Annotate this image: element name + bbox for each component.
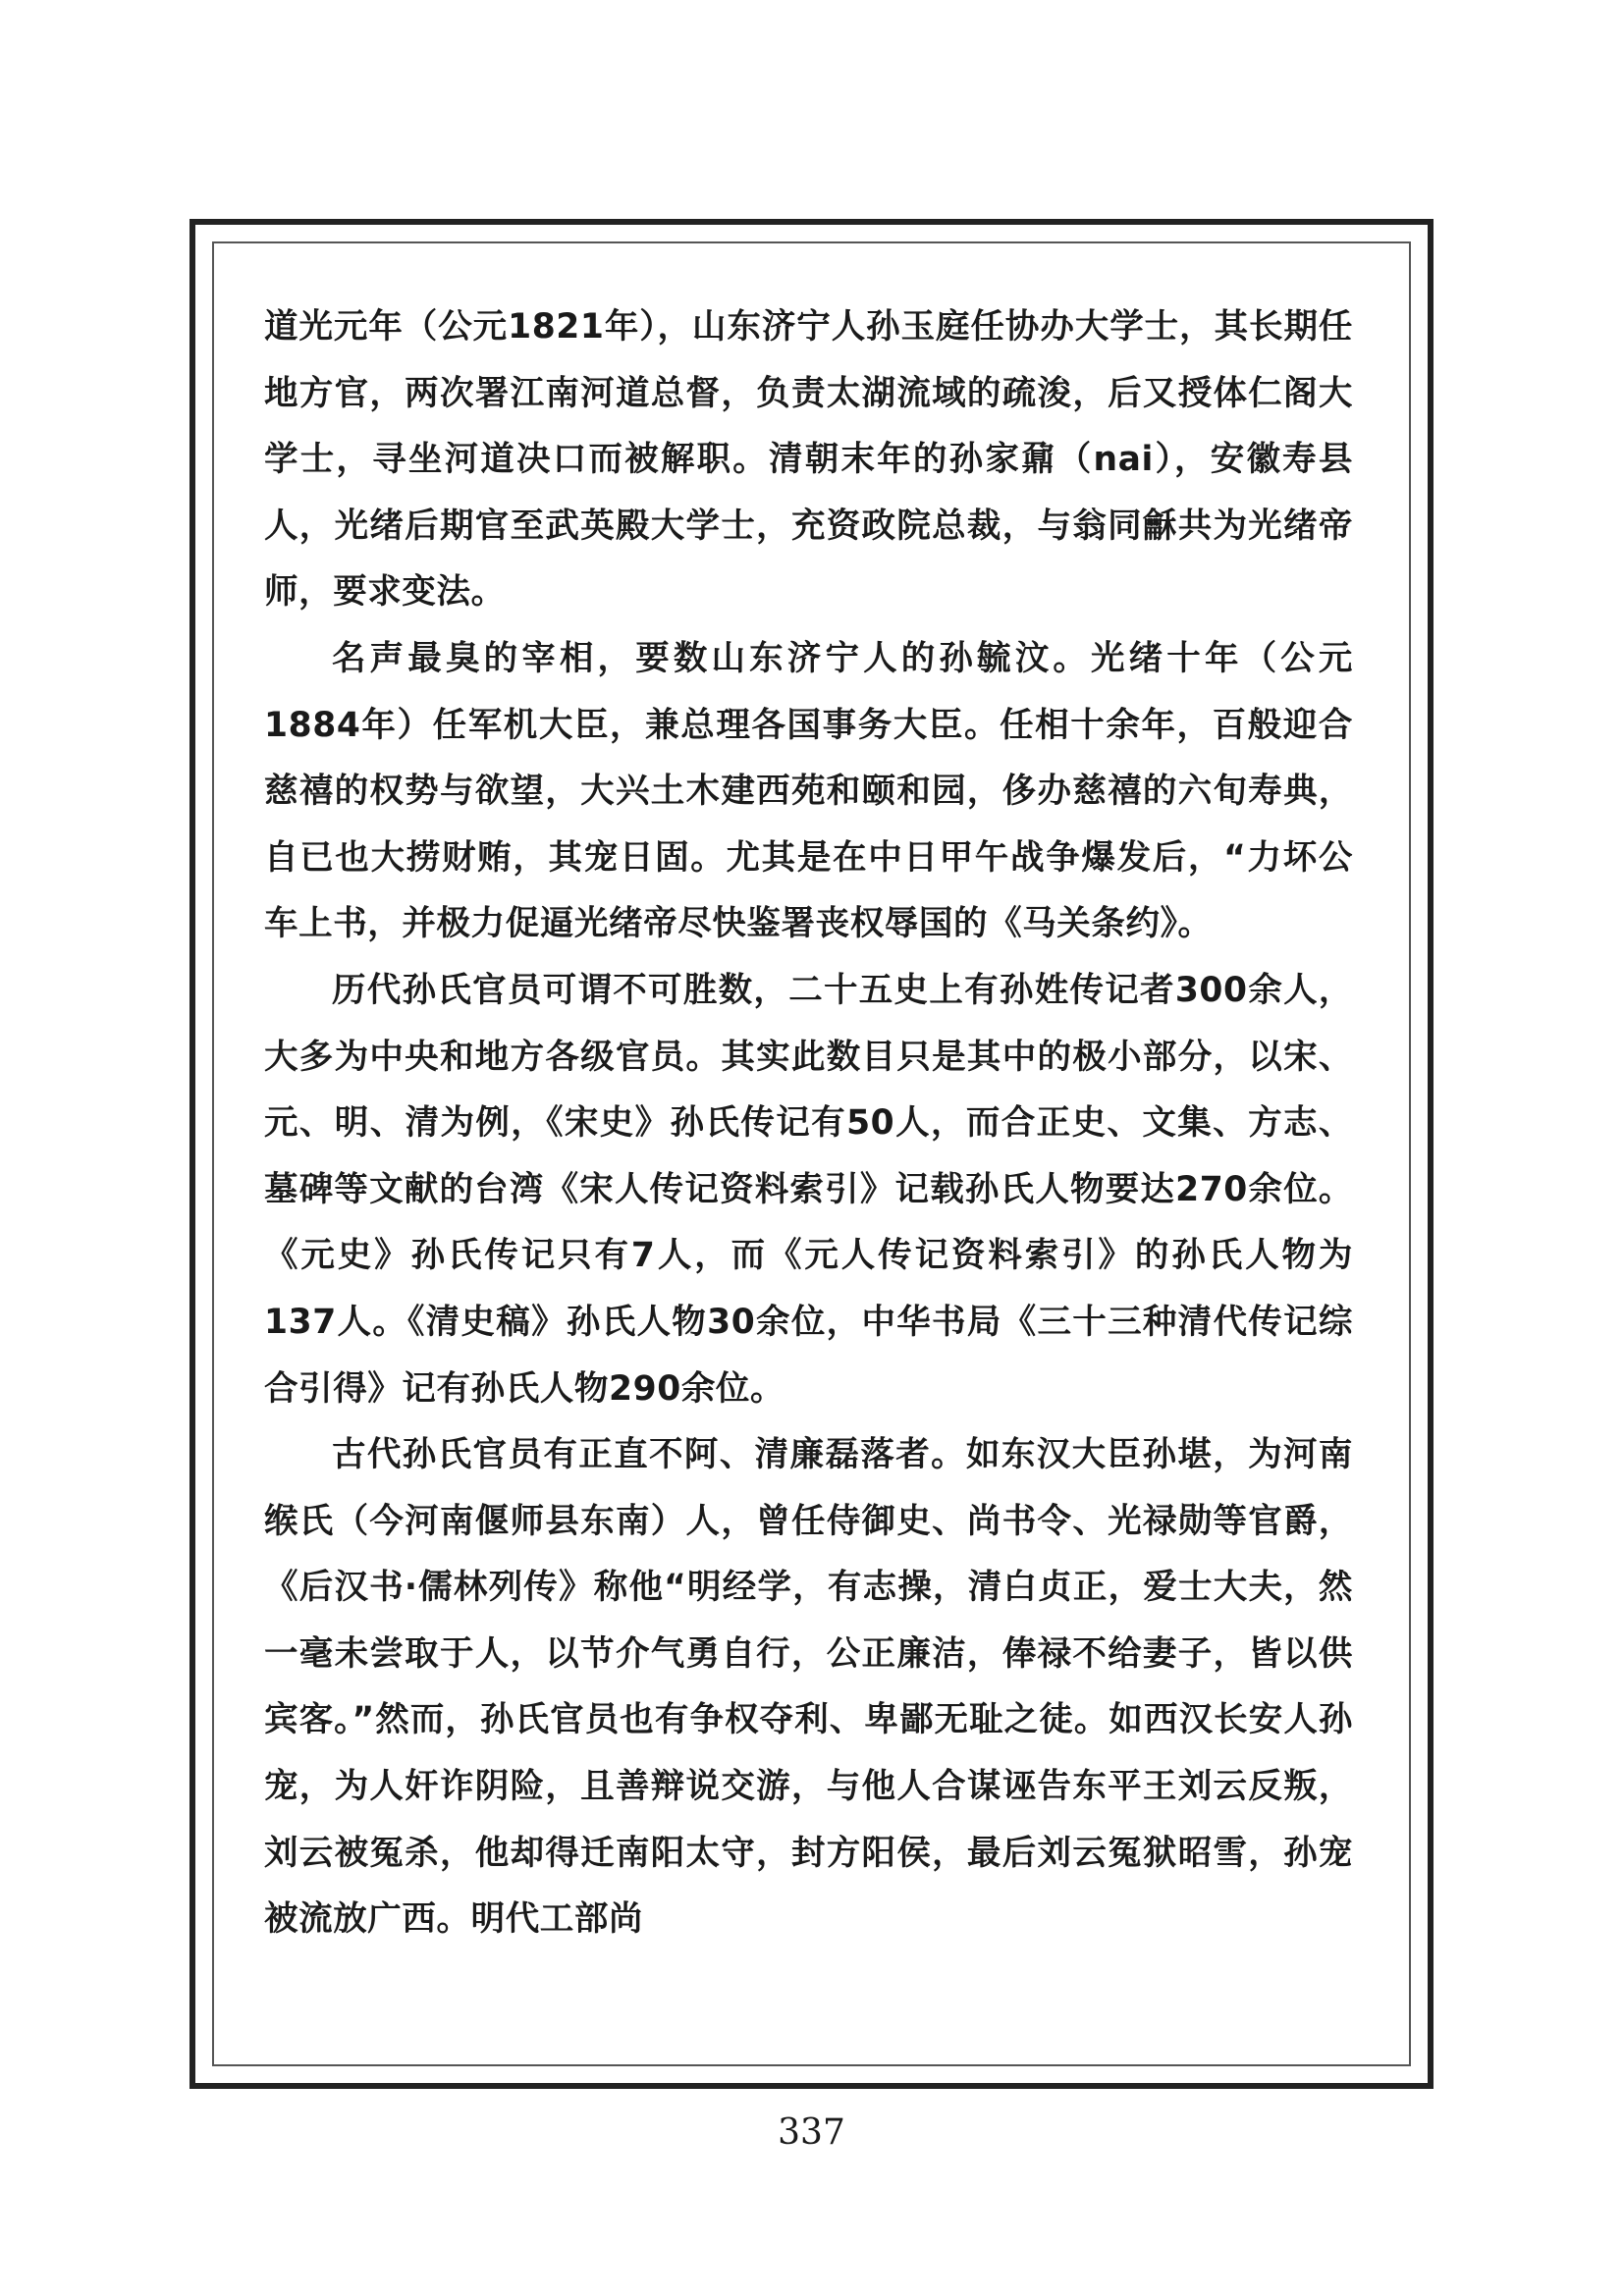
paragraph-3: 历代孙氏官员可谓不可胜数，二十五史上有孙姓传记者300余人，大多为中央和地方各级官员。其实此数目只是其中的极小部分，以宋、元、明、清为例，《宋史》孙氏传记有50人，而合正史、文集、方志、墓碑等文献的台湾《宋人传记资料索引》记载孙氏人物要达270余位。《元史》孙氏传记只有7人，而《元人传记资料索引》的孙氏人物为137人。《清史稿》孙氏人物30余位，中华书局《三十三种清代传记综合引得》记有孙氏人物290余位。 xyxy=(264,970,1353,1409)
page-number: 337 xyxy=(778,2112,845,2153)
paragraph-1: 道光元年（公元1821年），山东济宁人孙玉庭任协办大学士，其长期任地方官，两次署江南河道总督，负责太湖流域的疏浚，后又授体仁阁大学士，寻坐河道决口而被解职。清朝末年的孙家鼐（nai），安徽寿县人，光绪后期官至武英殿大学士，充资政院总裁，与翁同龢共为光绪帝师，要求变法。 xyxy=(264,307,1353,613)
body-text xyxy=(264,294,1353,1953)
paragraph-2: 名声最臭的宰相，要数山东济宁人的孙毓汶。光绪十年（公元1884年）任军机大臣，兼总理各国事务大臣。任相十余年，百般迎合慈禧的权势与欲望，大兴土木建西苑和颐和园，侈办慈禧的六旬寿典，自已也大捞财贿，其宠日固。尤其是在中日甲午战争爆发后，“力坏公车上书，并极力促逼光绪帝尽快鉴署丧权辱国的《马关条约》。 xyxy=(264,638,1353,944)
paragraph-4: 古代孙氏官员有正直不阿、清廉磊落者。如东汉大臣孙堪，为河南缑氏（今河南偃师县东南）人，曾任侍御史、尚书令、光禄勋等官爵，《后汉书·儒林列传》称他“明经学，有志操，清白贞正，爱士大夫，然一毫未尝取于人，以节介气勇自行，公正廉洁，俸禄不给妻子，皆以供宾客。”然而，孙氏官员也有争权夺利、卑鄙无耻之徒。如西汉长安人孙宠，为人奸诈阴险，且善辩说交游，与他人合谋诬告东平王刘云反叛，刘云被冤杀，他却得迁南阳太守，封方阳侯，最后刘云冤狱昭雪，孙宠被流放广西。明代工部尚 xyxy=(264,1435,1353,1940)
